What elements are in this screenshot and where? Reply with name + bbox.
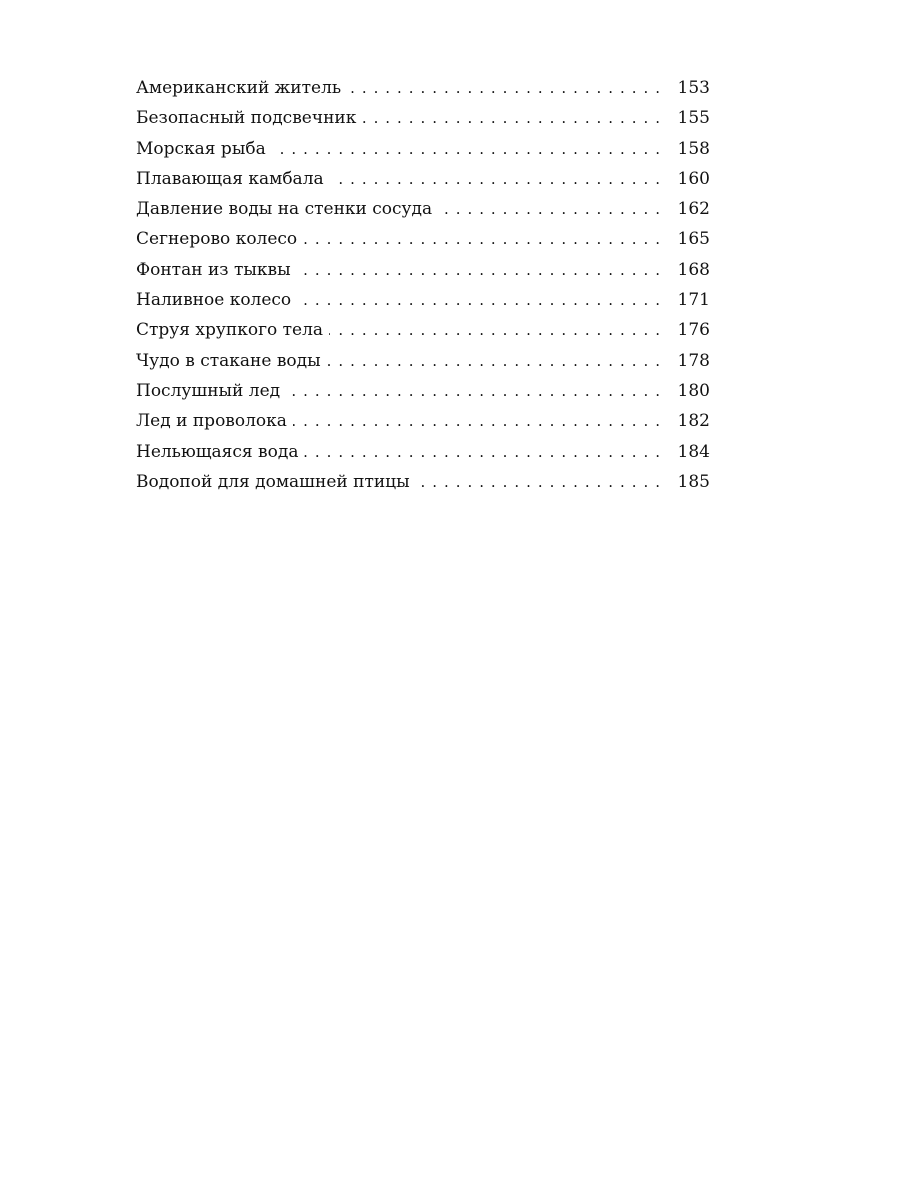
toc-entry-title: Струя хрупкого тела xyxy=(136,320,324,341)
toc-entry xyxy=(136,134,710,164)
toc-dot-leader xyxy=(286,376,660,406)
toc-entry-page: 155 xyxy=(677,108,710,129)
toc-entry-title: Наливное колесо xyxy=(136,290,292,311)
toc-dot-leader xyxy=(303,224,660,254)
toc-entry-page: 185 xyxy=(677,471,710,492)
toc-dot-leader xyxy=(297,255,660,285)
toc-dot-leader xyxy=(362,103,660,133)
toc-entry-title: Послушный лед xyxy=(136,380,281,401)
toc-entry-page: 168 xyxy=(677,259,710,280)
toc-entry-page: 162 xyxy=(677,199,710,220)
toc-entry xyxy=(136,103,710,133)
toc-entry-page: 182 xyxy=(677,411,710,432)
toc-dot-leader xyxy=(293,406,660,436)
toc-entry-title: Нельющаяся вода xyxy=(136,441,299,462)
toc-dot-leader xyxy=(347,73,660,103)
toc-entry xyxy=(136,346,710,376)
toc-entry xyxy=(136,406,710,436)
toc-entry xyxy=(136,194,710,224)
toc-entry-page: 178 xyxy=(677,350,710,371)
toc-entry-page: 171 xyxy=(677,290,710,311)
toc-entry xyxy=(136,376,710,406)
toc-entry-page: 158 xyxy=(677,138,710,159)
toc-dot-leader xyxy=(272,134,660,164)
toc-entry-title: Давление воды на стенки сосуда xyxy=(136,199,433,220)
toc-entry-page: 165 xyxy=(677,229,710,250)
toc-dot-leader xyxy=(329,315,660,345)
toc-dot-leader xyxy=(330,164,660,194)
table-of-contents xyxy=(136,73,710,497)
toc-dot-leader xyxy=(416,467,660,497)
toc-entry-title: Фонтан из тыквы xyxy=(136,259,291,280)
toc-entry-page: 176 xyxy=(677,320,710,341)
toc-entry xyxy=(136,224,710,254)
toc-entry xyxy=(136,73,710,103)
toc-entry-title: Морская рыба xyxy=(136,138,266,159)
toc-dot-leader xyxy=(327,346,660,376)
toc-entry xyxy=(136,285,710,315)
toc-entry-title: Американский житель xyxy=(136,78,342,98)
toc-dot-leader xyxy=(438,194,660,224)
toc-dot-leader xyxy=(297,285,660,315)
toc-entry xyxy=(136,315,710,345)
toc-entry-title: Безопасный подсвечник xyxy=(136,108,357,129)
toc-entry-page: 160 xyxy=(677,168,710,189)
toc-entry xyxy=(136,164,710,194)
toc-entry-title: Сегнерово колесо xyxy=(136,229,298,250)
toc-entry-page: 153 xyxy=(677,78,710,98)
toc-dot-leader xyxy=(304,437,660,467)
toc-entry xyxy=(136,437,710,467)
toc-entry-title: Плавающая камбала xyxy=(136,168,324,189)
toc-entry-title: Лед и проволока xyxy=(136,411,287,432)
toc-entry xyxy=(136,255,710,285)
toc-entry-page: 180 xyxy=(677,380,710,401)
toc-entry-title: Чудо в стакане воды xyxy=(136,350,321,371)
toc-entry-title: Водопой для домашней птицы xyxy=(136,471,410,492)
toc-entry-page: 184 xyxy=(677,441,710,462)
toc-entry xyxy=(136,467,710,497)
